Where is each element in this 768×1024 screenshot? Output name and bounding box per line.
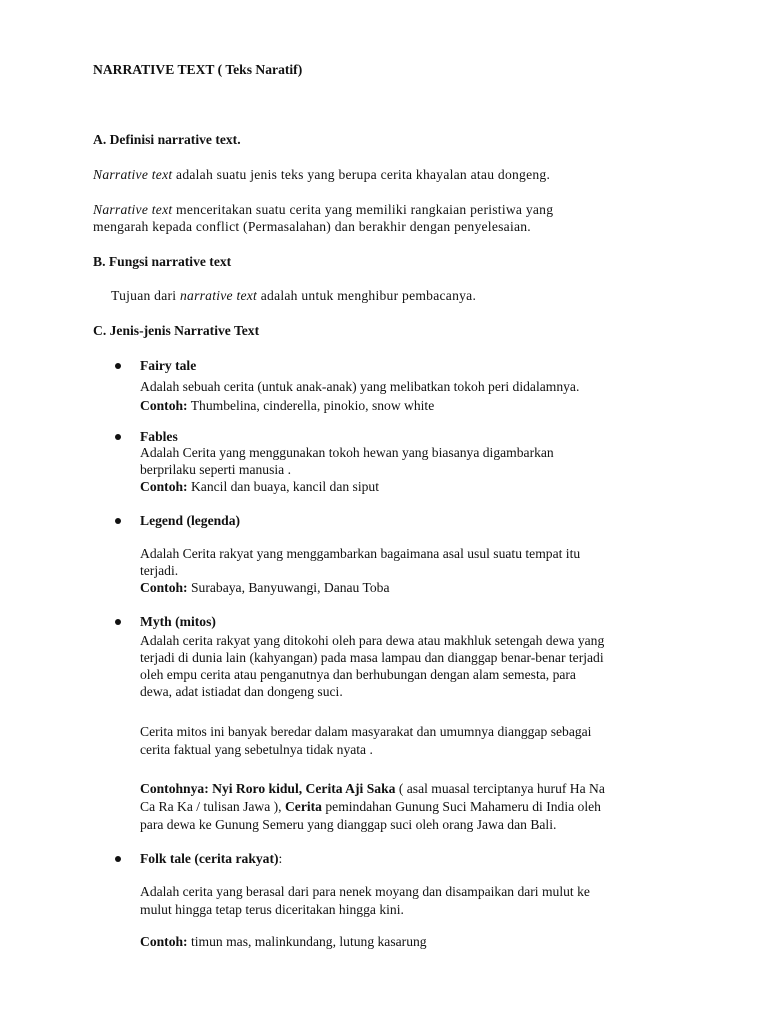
item-example: para dewa ke Gunung Semeru yang dianggap suci oleh orang Jawa dan Bali. <box>140 817 557 832</box>
item-description: cerita faktual yang sebetulnya tidak nyata . <box>140 742 373 757</box>
item-description: dewa, adat istiadat dan dongeng suci. <box>140 684 343 699</box>
bullet-icon <box>115 518 121 524</box>
section-a-paragraph-2-line-2: mengarah kepada conflict (Permasalahan) dan berakhir dengan penyelesaian. <box>93 219 531 234</box>
example-text: Surabaya, Banyuwangi, Danau Toba <box>187 580 390 595</box>
item-description: Adalah cerita rakyat yang ditokohi oleh para dewa atau makhluk setengah dewa yang <box>140 633 605 648</box>
section-b-paragraph <box>111 287 476 304</box>
item-title-fairy-tale: Fairy tale <box>140 358 197 373</box>
example-text: pemindahan Gunung Suci Mahameru di India oleh <box>321 799 601 814</box>
section-a-heading: A. Definisi narrative text. <box>93 132 241 147</box>
paragraph-text: adalah untuk menghibur pembacanya. <box>257 288 477 303</box>
item-description: Cerita mitos ini banyak beredar dalam masyarakat dan umumnya dianggap sebagai <box>140 724 592 739</box>
bullet-icon <box>115 856 121 862</box>
section-c-heading: C. Jenis-jenis Narrative Text <box>93 323 260 338</box>
paragraph-text: adalah suatu jenis teks yang berupa cerita khayalan atau dongeng. <box>172 167 551 182</box>
section-a-paragraph-2-line-1 <box>93 201 553 218</box>
example-text: Ca Ra Ka / tulisan Jawa ), <box>140 799 285 814</box>
item-title-myth: Myth (mitos) <box>140 614 216 629</box>
emphasis-text: narrative text <box>179 288 258 303</box>
bullet-icon <box>115 363 121 369</box>
item-example <box>140 798 601 815</box>
bullet-icon <box>115 434 121 440</box>
item-example <box>140 780 605 797</box>
item-example <box>140 478 379 495</box>
item-description: Adalah Cerita rakyat yang menggambarkan bagaimana asal usul suatu tempat itu <box>140 546 581 561</box>
item-title-legend: Legend (legenda) <box>140 513 241 528</box>
section-a-paragraph-1 <box>93 166 550 183</box>
item-description: mulut hingga tetap terus diceritakan hingga kini. <box>140 902 404 917</box>
item-title-fables: Fables <box>140 429 178 444</box>
example-label: Contoh: <box>140 398 188 413</box>
item-description: oleh empu cerita atau penganutnya dan berhubungan dengan alam semesta, para <box>140 667 576 682</box>
example-text: ( asal muasal terciptanya huruf Ha Na <box>395 781 605 796</box>
item-description: terjadi. <box>140 563 179 578</box>
example-label: Cerita <box>284 799 322 814</box>
item-description: Adalah cerita yang berasal dari para nenek moyang dan disampaikan dari mulut ke <box>140 884 590 899</box>
example-text: Thumbelina, cinderella, pinokio, snow white <box>187 398 435 413</box>
emphasis-text: Narrative text <box>93 167 173 182</box>
example-label: Contoh: <box>140 934 188 949</box>
example-label: Contoh: <box>140 479 188 494</box>
emphasis-text: Narrative text <box>93 202 173 217</box>
item-description: terjadi di dunia lain (kahyangan) pada masa lampau dan dianggap benar-benar terjadi <box>140 650 604 665</box>
document-title: NARRATIVE TEXT ( Teks Naratif) <box>93 62 303 77</box>
item-example <box>140 397 434 414</box>
section-b-heading: B. Fungsi narrative text <box>93 254 232 269</box>
item-description: Adalah sebuah cerita (untuk anak-anak) yang melibatkan tokoh peri didalamnya. <box>140 379 580 394</box>
item-description: Adalah Cerita yang menggunakan tokoh hewan yang biasanya digambarkan <box>140 445 554 460</box>
item-example <box>140 579 390 596</box>
example-label: Contoh: <box>140 580 188 595</box>
example-label: Contohnya: Nyi Roro kidul, Cerita Aji Saka <box>140 781 396 796</box>
example-text: Kancil dan buaya, kancil dan siput <box>187 479 379 494</box>
example-text: timun mas, malinkundang, lutung kasarung <box>187 934 427 949</box>
item-description: berprilaku seperti manusia . <box>140 462 291 477</box>
bullet-icon <box>115 619 121 625</box>
paragraph-text: Tujuan dari <box>111 288 180 303</box>
item-title-suffix: : <box>278 851 283 866</box>
item-title-folk-tale <box>140 850 282 867</box>
item-example <box>140 933 427 950</box>
item-title-text: Folk tale (cerita rakyat) <box>140 851 279 866</box>
paragraph-text: menceritakan suatu cerita yang memiliki rangkaian peristiwa yang <box>172 202 554 217</box>
